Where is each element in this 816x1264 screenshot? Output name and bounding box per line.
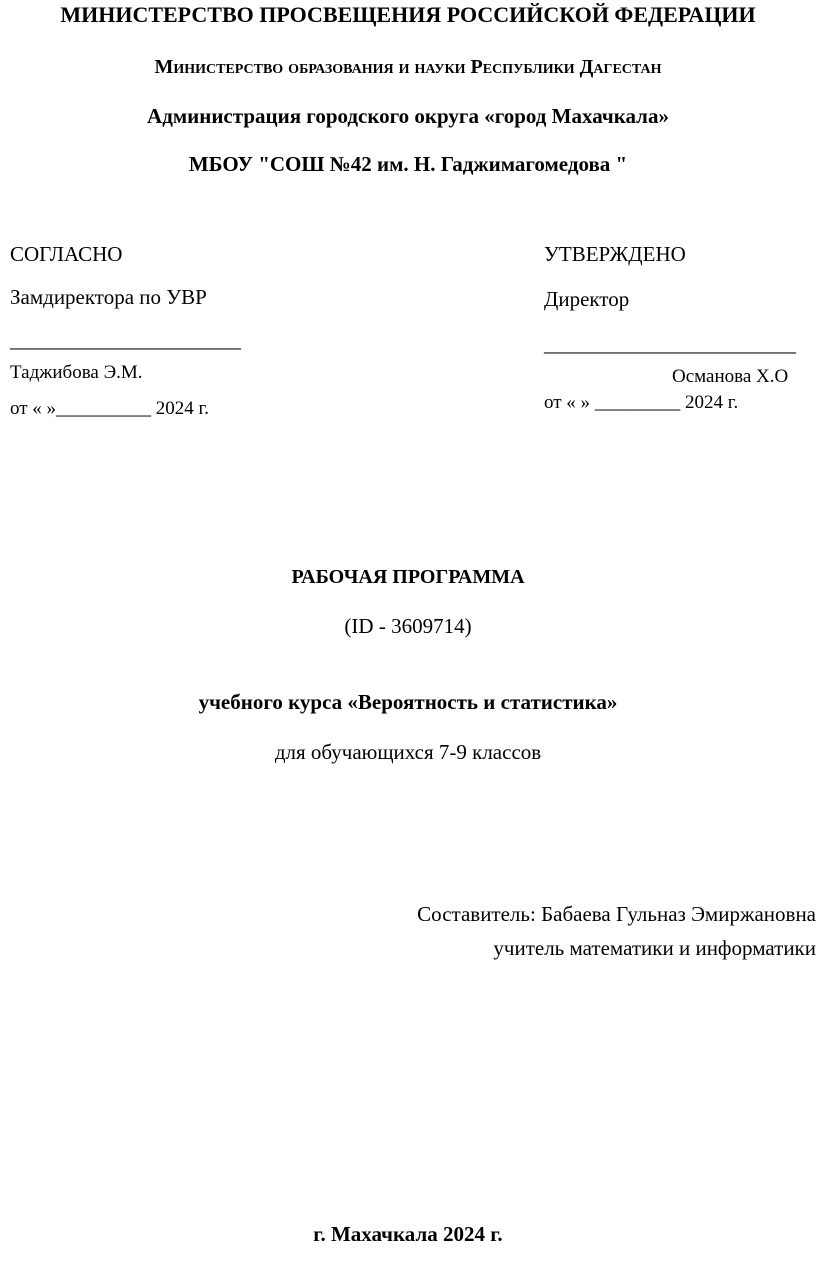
right-signer-name: Османова Х.О (672, 366, 789, 387)
author-name: Составитель: Бабаева Гульназ Эмиржановна (417, 902, 816, 926)
program-title: РАБОЧАЯ ПРОГРАММА (291, 566, 525, 588)
right-signature-line: ________________________ (544, 332, 796, 356)
ministry-regional-heading: Министерство образования и науки Республики Дагестан (154, 56, 662, 78)
author-role: учитель математики и информатики (493, 936, 816, 960)
left-approval-status: СОГЛАСНО (10, 242, 123, 266)
left-signer-name: Таджибова Э.М. (10, 362, 143, 383)
left-approval-date: от « »__________ 2024 г. (10, 398, 209, 419)
left-signature-line: ______________________ (10, 328, 241, 352)
city-year-footer: г. Махачкала 2024 г. (313, 1222, 503, 1246)
right-approval-date: от « » _________ 2024 г. (544, 392, 739, 413)
course-audience: для обучающихся 7-9 классов (274, 740, 542, 764)
school-name-heading: МБОУ "СОШ №42 им. Н. Гаджимагомедова " (188, 152, 628, 176)
right-approval-position: Директор (544, 287, 630, 311)
administration-heading: Администрация городского округа «город Махачкала» (147, 104, 669, 128)
right-approval-status: УТВЕРЖДЕНО (544, 242, 686, 266)
program-id: (ID - 3609714) (344, 614, 472, 638)
ministry-federal-heading: МИНИСТЕРСТВО ПРОСВЕЩЕНИЯ РОССИЙСКОЙ ФЕДЕРАЦИИ (60, 2, 756, 27)
course-name: учебного курса «Вероятность и статистика» (198, 690, 618, 714)
left-approval-position: Замдиректора по УВР (10, 285, 207, 309)
